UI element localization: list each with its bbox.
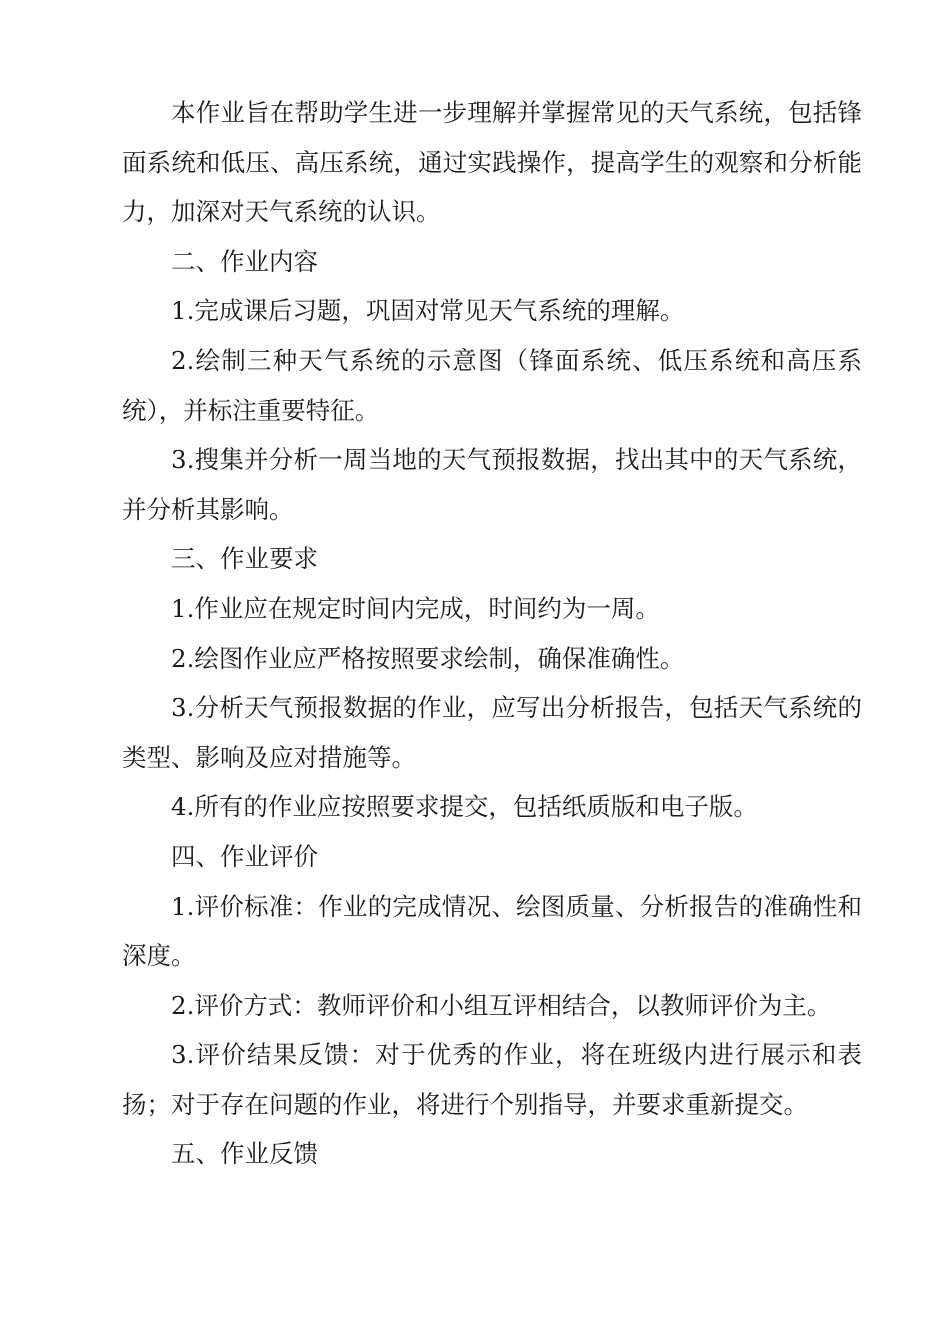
content-item-2: 2.绘制三种天气系统的示意图（锋面系统、低压系统和高压系统），并标注重要特征。 bbox=[122, 345, 862, 425]
section-heading-evaluation: 四、作业评价 bbox=[171, 841, 318, 871]
evaluation-item-3: 3.评价结果反馈：对于优秀的作业，将在班级内进行展示和表扬；对于存在问题的作业，将进行个别指导，并要求重新提交。 bbox=[122, 1040, 862, 1119]
requirement-item-4: 4.所有的作业应按照要求提交，包括纸质版和电子版。 bbox=[171, 792, 758, 822]
evaluation-item-1: 1.评价标准：作业的完成情况、绘图质量、分析报告的准确性和深度。 bbox=[122, 891, 862, 971]
section-heading-requirements: 三、作业要求 bbox=[171, 544, 318, 574]
requirement-item-2: 2.绘图作业应严格按照要求绘制，确保准确性。 bbox=[171, 643, 685, 673]
requirement-item-1: 1.作业应在规定时间内完成，时间约为一周。 bbox=[171, 593, 660, 623]
content-item-3: 3.搜集并分析一周当地的天气预报数据，找出其中的天气系统，并分析其影响。 bbox=[122, 445, 862, 524]
section-heading-content: 二、作业内容 bbox=[171, 246, 318, 276]
intro-paragraph: 本作业旨在帮助学生进一步理解并掌握常见的天气系统，包括锋面系统和低压、高压系统，通过实践操作，提高学生的观察和分析能力，加深对天气系统的认识。 bbox=[122, 98, 862, 227]
section-heading-feedback: 五、作业反馈 bbox=[171, 1139, 318, 1169]
content-item-1: 1.完成课后习题，巩固对常见天气系统的理解。 bbox=[171, 296, 685, 326]
requirement-item-3: 3.分析天气预报数据的作业，应写出分析报告，包括天气系统的类型、影响及应对措施等。 bbox=[122, 693, 862, 772]
evaluation-item-2: 2.评价方式：教师评价和小组互评相结合，以教师评价为主。 bbox=[171, 990, 832, 1020]
document-body bbox=[122, 88, 862, 1179]
